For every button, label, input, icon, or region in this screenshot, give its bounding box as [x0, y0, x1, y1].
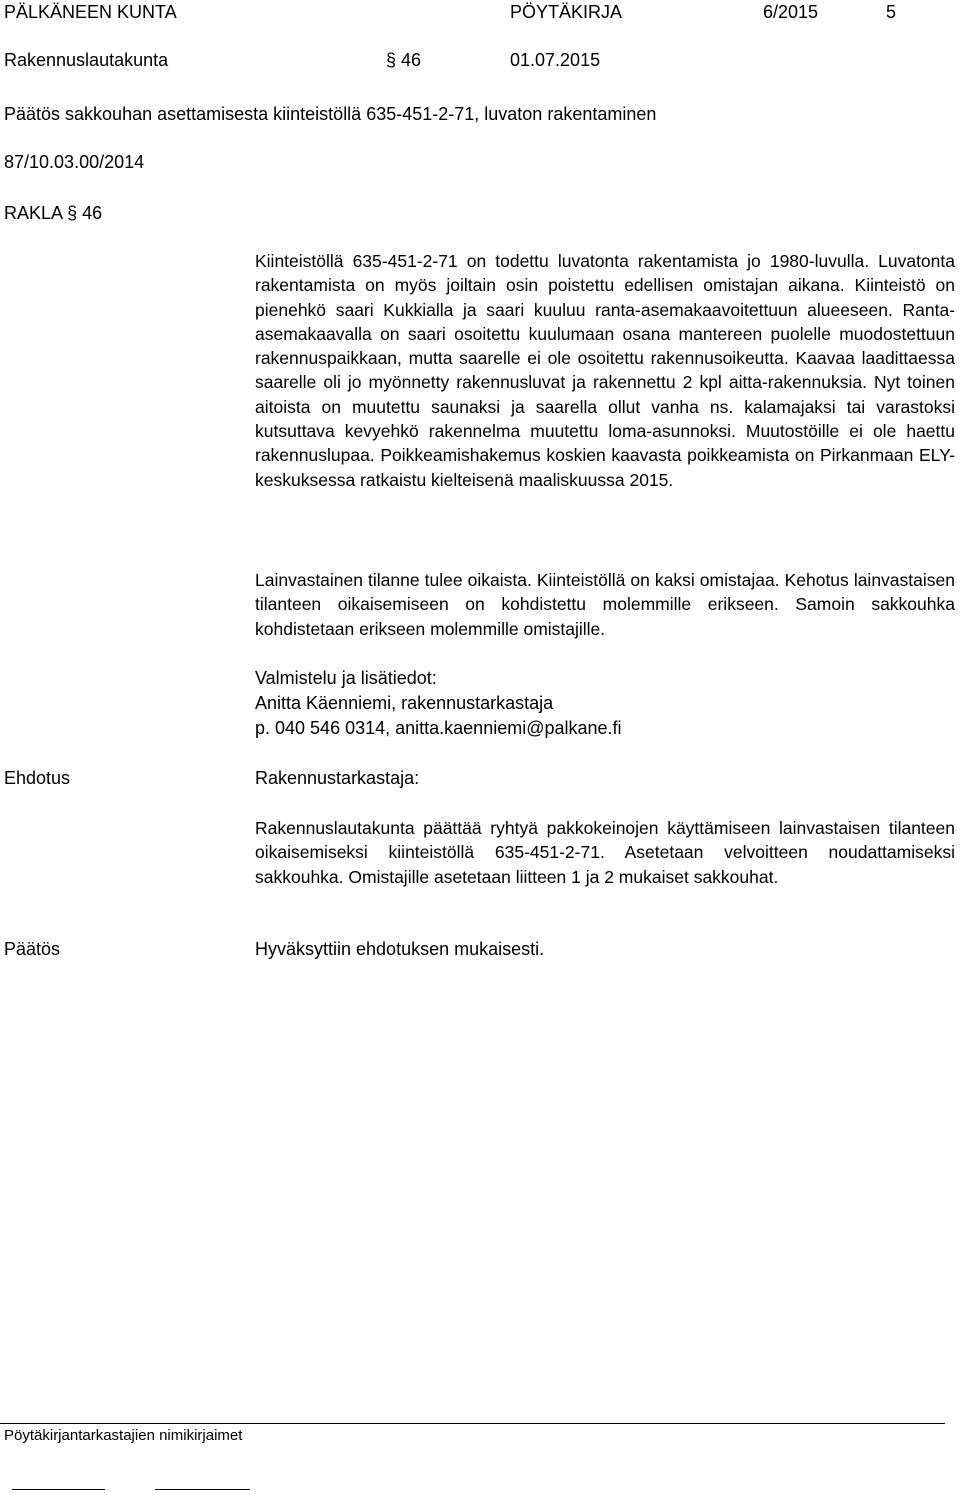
footer-divider [0, 1423, 945, 1424]
reference-sign: § [67, 203, 78, 223]
paragraph-correction [255, 568, 955, 641]
decision-text: Hyväksyttiin ehdotuksen mukaisesti. [255, 939, 545, 959]
document-type: PÖYTÄKIRJA [510, 2, 623, 22]
subject-title: Päätös sakkouhan asettamisesta kiinteistöllä 635-451-2-71, luvaton rakentaminen [4, 104, 657, 124]
case-number: 87/10.03.00/2014 [4, 152, 145, 172]
preparer-name: Anitta Käenniemi, rakennustarkastaja [255, 693, 554, 713]
proposer-title: Rakennustarkastaja: [255, 768, 420, 788]
preparation-label: Valmistelu ja lisätiedot: [255, 668, 437, 688]
committee-name: Rakennuslautakunta [4, 50, 169, 70]
reference-prefix: RAKLA [4, 203, 63, 223]
reference-label [4, 201, 102, 225]
reference-number: 46 [82, 203, 103, 223]
preparer-contact: p. 040 546 0314, anitta.kaenniemi@palkane.fi [255, 718, 622, 738]
document-number: 6/2015 [763, 2, 819, 22]
paragraph-background [255, 249, 955, 492]
proposal-text: Rakennuslautakunta päättää ryhtyä pakkokeinojen käyttämiseen lainvastaisen tilanteen oikaisemiseksi kiinteistöllä 635-451-2-71. Asetetaan velvoitteen noudattamiseksi sakkouhka. Omistajille asetetaan liitteen 1 ja 2 mukaiset sakkouhat. [255, 818, 955, 887]
municipality-name: PÄLKÄNEEN KUNTA [4, 2, 177, 22]
meeting-date: 01.07.2015 [510, 50, 601, 70]
paragraph: Kiinteistöllä 635-451-2-71 on todettu luvatonta rakentamista jo 1980-luvulla. Luvatonta rakentamista on myös joiltain osin poistettu edellisen omistajan aikana. Kiinteistö on pienehkö saari Kukkialla ja saari kuuluu ranta-asemakaavoitettuun alueeseen. Ranta-asemakaavalla on saari osoitettu kuulumaan osana mantereen puolelle muodostettuun rakennuspaikkaan, mutta saarelle ei ole osoitettu rakennusoikeutta. Kaavaa laadittaessa saarelle oli jo myönnetty rakennusluvat ja rakennettu 2 kpl aitta-rakennuksia. Nyt toinen aitoista on muutettu saunaksi ja saarella ollut vanha ns. kalamajaksi tai varastoksi kutsuttava kevyehkö rakennelma muutettu loma-asunnoksi. Muutostöille ei ole haettu rakennuslupaa. Poikkeamishakemus koskien kaavasta poikkeamista on Pirkanmaan ELY-keskuksessa ratkaistu kielteisenä maaliskuussa 2015. [255, 251, 955, 490]
section-number: 46 [401, 50, 422, 70]
page-number: 5 [886, 2, 897, 22]
proposal-text-block [255, 816, 955, 889]
paragraph: Lainvastainen tilanne tulee oikaista. Kiinteistöllä on kaksi omistajaa. Kehotus lainvastaisen tilanteen oikaisemiseen on kohdistettu molemmille erikseen. Samoin sakkouhka kohdistetaan erikseen molemmille omistajille. [255, 570, 955, 639]
signature-line-1 [12, 1489, 105, 1490]
proposal-label: Ehdotus [4, 768, 71, 788]
section-sign: § [386, 50, 397, 70]
signature-line-2 [155, 1489, 250, 1490]
decision-label: Päätös [4, 939, 61, 959]
signatures-label: Pöytäkirjantarkastajien nimikirjaimet [4, 1427, 243, 1444]
